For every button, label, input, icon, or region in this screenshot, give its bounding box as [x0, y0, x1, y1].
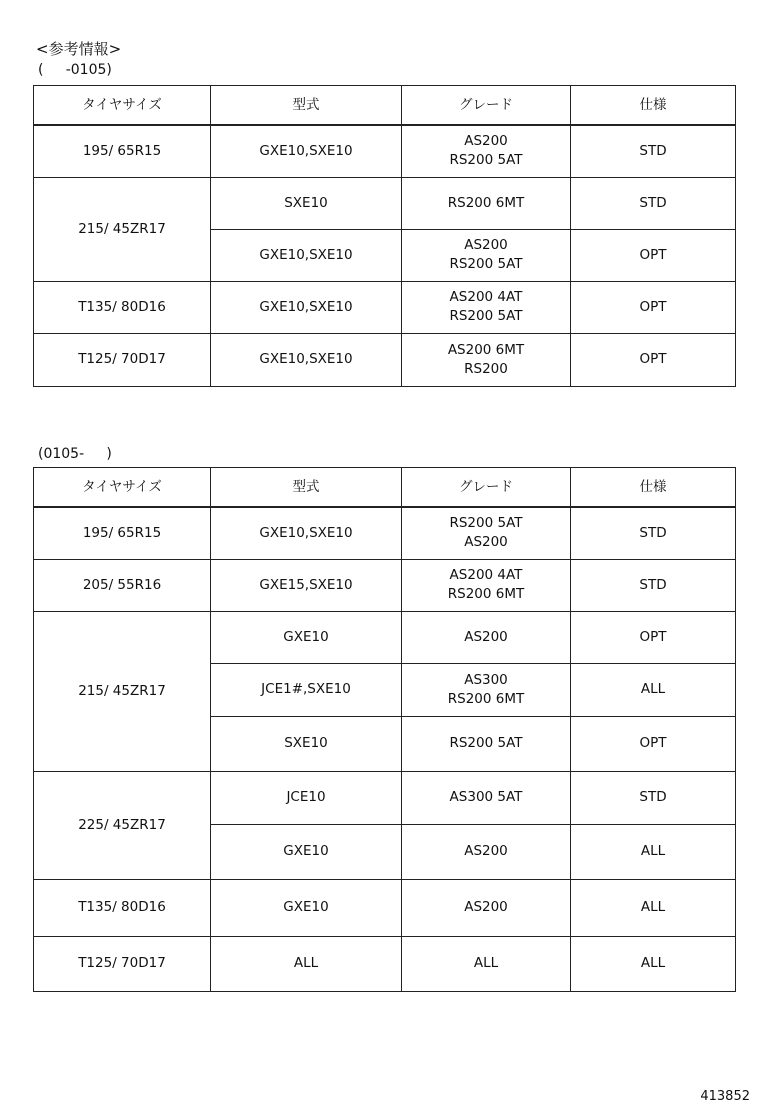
table-row: [34, 125, 736, 177]
model-cell: GXE10,SXE10: [211, 281, 402, 333]
grade-line: RS200 6MT: [447, 586, 525, 602]
grade-cell: [402, 125, 571, 177]
spec-cell: STD: [571, 507, 736, 559]
grade-line: RS200 5AT: [449, 735, 523, 751]
table-row: [34, 507, 736, 559]
spec-cell: STD: [571, 771, 736, 824]
header-grade: グレード: [402, 468, 571, 508]
grade-line: AS200: [464, 843, 508, 859]
tire-size-cell: 195/ 65R15: [34, 507, 211, 559]
grade-line: RS200 5AT: [449, 308, 523, 324]
spec-cell: STD: [571, 559, 736, 611]
grade-cell: [402, 177, 571, 229]
table-row: [34, 281, 736, 333]
grade-line: AS200: [464, 899, 508, 915]
table-header-row: [34, 86, 736, 126]
model-cell: GXE10: [211, 879, 402, 936]
header-grade: グレード: [402, 86, 571, 126]
spec-cell: OPT: [571, 229, 736, 281]
table-row: [34, 611, 736, 663]
grade-cell: [402, 611, 571, 663]
grade-line: RS200 6MT: [447, 194, 525, 211]
model-cell: GXE10: [211, 611, 402, 663]
model-cell: GXE10: [211, 824, 402, 879]
table-header-row: [34, 468, 736, 508]
grade-cell: [402, 663, 571, 716]
grade-line: AS300 5AT: [449, 789, 523, 805]
model-cell: SXE10: [211, 177, 402, 229]
model-cell: JCE1#,SXE10: [211, 663, 402, 716]
model-cell: ALL: [211, 936, 402, 991]
header-model: 型式: [211, 86, 402, 126]
model-cell: SXE10: [211, 716, 402, 771]
spec-cell: OPT: [571, 281, 736, 333]
grade-cell: [402, 559, 571, 611]
tire-spec-table-after-0105: [33, 467, 736, 992]
tire-spec-table-before-0105: [33, 85, 736, 387]
tire-size-cell: 195/ 65R15: [34, 125, 211, 177]
tire-size-cell: T125/ 70D17: [34, 936, 211, 991]
tire-size-cell: 225/ 45ZR17: [34, 771, 211, 879]
spec-cell: ALL: [571, 824, 736, 879]
model-cell: GXE10,SXE10: [211, 507, 402, 559]
grade-cell: [402, 507, 571, 559]
grade-line: AS200 6MT: [447, 341, 525, 358]
grade-cell: [402, 879, 571, 936]
spec-cell: STD: [571, 177, 736, 229]
header-tire-size: タイヤサイズ: [34, 86, 211, 126]
spec-cell: OPT: [571, 333, 736, 386]
grade-cell: [402, 333, 571, 386]
grade-cell: [402, 771, 571, 824]
grade-line: RS200 5AT: [449, 515, 523, 532]
grade-line: AS200: [464, 534, 508, 551]
header-model: 型式: [211, 468, 402, 508]
grade-cell: [402, 824, 571, 879]
table-row: [34, 333, 736, 386]
spec-cell: OPT: [571, 611, 736, 663]
tire-size-cell: T135/ 80D16: [34, 879, 211, 936]
spec-cell: ALL: [571, 936, 736, 991]
model-cell: JCE10: [211, 771, 402, 824]
header-spec: 仕様: [571, 468, 736, 508]
grade-cell: [402, 936, 571, 991]
spec-cell: STD: [571, 125, 736, 177]
spec-cell: ALL: [571, 663, 736, 716]
tire-size-cell: T125/ 70D17: [34, 333, 211, 386]
figure-code: 413852: [700, 1089, 750, 1104]
grade-line: ALL: [473, 955, 499, 971]
table-row: [34, 559, 736, 611]
grade-line: AS200 4AT: [449, 289, 523, 305]
period-label-after-0105: (0105- ): [38, 446, 112, 462]
model-cell: GXE10,SXE10: [211, 333, 402, 386]
spec-cell: OPT: [571, 716, 736, 771]
model-cell: GXE10,SXE10: [211, 229, 402, 281]
tire-size-cell: T135/ 80D16: [34, 281, 211, 333]
grade-line: AS200: [464, 628, 508, 645]
grade-line: AS200: [464, 133, 508, 150]
spec-cell: ALL: [571, 879, 736, 936]
grade-cell: [402, 716, 571, 771]
grade-line: RS200 6MT: [447, 690, 525, 707]
header-spec: 仕様: [571, 86, 736, 126]
period-label-before-0105: ( -0105): [38, 62, 112, 78]
grade-cell: [402, 229, 571, 281]
grade-line: RS200 5AT: [449, 256, 523, 272]
tire-size-cell: 205/ 55R16: [34, 559, 211, 611]
page-heading: <参考情報>: [36, 40, 122, 58]
table-row: [34, 936, 736, 991]
grade-cell: [402, 281, 571, 333]
table-row: [34, 879, 736, 936]
grade-line: AS200: [464, 237, 508, 253]
model-cell: GXE15,SXE10: [211, 559, 402, 611]
grade-line: RS200 5AT: [449, 152, 523, 169]
table-row: [34, 771, 736, 824]
grade-line: AS200 4AT: [449, 567, 523, 583]
grade-line: RS200: [464, 360, 508, 377]
header-tire-size: タイヤサイズ: [34, 468, 211, 508]
table-row: [34, 177, 736, 229]
grade-line: AS300: [464, 671, 508, 688]
tire-size-cell: 215/ 45ZR17: [34, 611, 211, 771]
tire-size-cell: 215/ 45ZR17: [34, 177, 211, 281]
model-cell: GXE10,SXE10: [211, 125, 402, 177]
